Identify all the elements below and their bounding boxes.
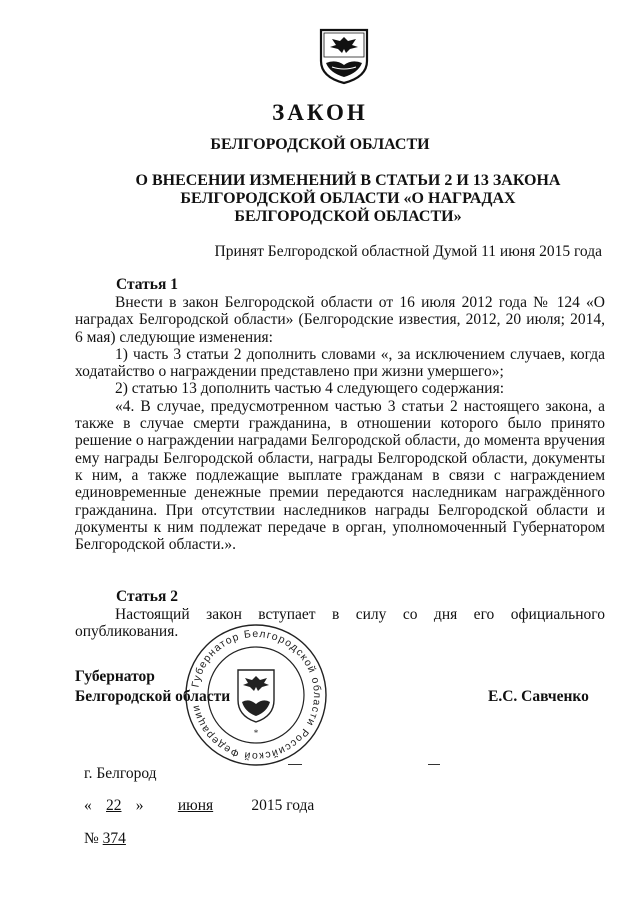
coat-of-arms-icon — [238, 670, 274, 722]
article-2-body — [75, 606, 605, 641]
date-month: июня — [177, 797, 214, 814]
date-year: 2015 года — [251, 797, 315, 814]
document-subtitle — [0, 172, 640, 226]
svg-text:*: * — [253, 728, 259, 738]
subtitle-line: БЕЛГОРОДСКОЙ ОБЛАСТИ «О НАГРАДАХ — [180, 190, 516, 207]
subtitle-line: О ВНЕСЕНИИ ИЗМЕНЕНИЙ В СТАТЬИ 2 И 13 ЗАКОНА — [135, 172, 561, 189]
date-quote-open: « — [84, 797, 92, 814]
divider — [428, 764, 440, 765]
document-region: БЕЛГОРОДСКОЙ ОБЛАСТИ — [210, 136, 430, 153]
city-of-signing: г. Белгород — [84, 765, 157, 782]
article-2-paragraph: Настоящий закон вступает в силу со дня его официального опубликования. — [75, 606, 605, 641]
law-number — [84, 830, 159, 848]
document-title: ЗАКОН — [272, 100, 368, 125]
article-1-body — [75, 294, 605, 553]
article-1-paragraph: 2) статью 13 дополнить частью 4 следующего содержания: — [115, 380, 505, 398]
subtitle-line: БЕЛГОРОДСКОЙ ОБЛАСТИ» — [234, 208, 462, 225]
article-2-heading: Статья 2 — [116, 588, 178, 605]
signatory-position — [75, 667, 230, 707]
number-value: 374 — [102, 830, 126, 847]
article-1-paragraph: 1) часть 3 статьи 2 дополнить словами «, за исключением случаев, когда ходатайство о награждении представлено при жизни умершего»; — [75, 345, 605, 381]
signatory-name: Е.С. Савченко — [488, 688, 589, 705]
number-label: № — [84, 830, 99, 847]
adoption-note: Принят Белгородской областной Думой 11 июня 2015 года — [214, 243, 602, 260]
date-quote-close: » — [135, 797, 144, 814]
article-1-paragraph: Внести в закон Белгородской области от 16 июля 2012 года № 124 «О наградах Белгородской области» (Белгородские известия, 2012, 20 июля; 2014, 6 мая) следующие изменения: — [75, 294, 605, 346]
divider — [288, 764, 302, 765]
seal-text: Губернатор Белгородской области Российской Федерации — [189, 627, 324, 763]
signatory-position-line: Губернатор — [75, 668, 155, 685]
signatory-position-line: Белгородской области — [75, 688, 231, 705]
date-day: 22 — [106, 797, 122, 814]
article-1-heading: Статья 1 — [116, 276, 178, 293]
signing-date — [84, 797, 314, 815]
coat-of-arms-icon — [318, 27, 370, 85]
article-1-paragraph: «4. В случае, предусмотренном частью 3 статьи 2 настоящего закона, а также в случае смерти гражданина, в отношении которого было принято решение о награждении наградами Белгородской области, до момента вручения ему награды Белгородской области, награды Белгородской области, документы к ним, а также подлежащие выплате гражданам в связи с награждением единовременные денежные премии передаются наследникам награждённого гражданина. При отсутствии наследников награды Белгородской области и документы к ним подлежат передаче в орган, уполномоченный Губернатором Белгородской области.». — [75, 397, 605, 554]
